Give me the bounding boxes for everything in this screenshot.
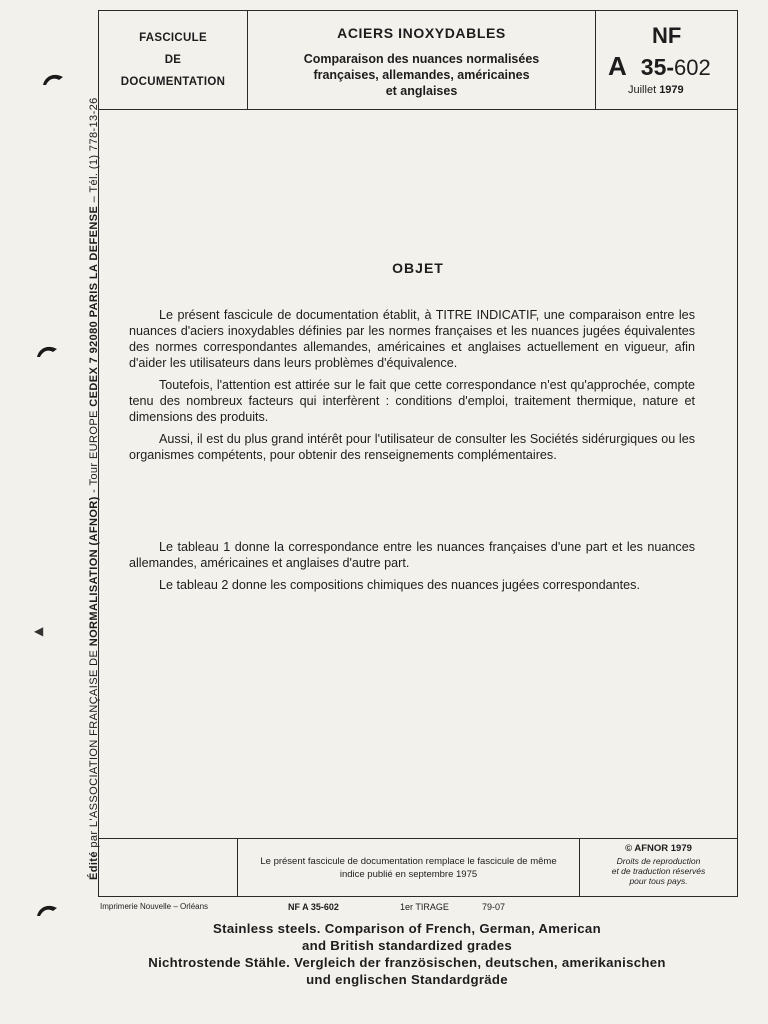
footer-block <box>99 838 737 896</box>
subtitle-line: et anglaises <box>385 84 458 98</box>
paragraph: Le tableau 2 donne les compositions chimiques des nuances jugées correspondantes. <box>159 578 640 592</box>
english-title-line: Stainless steels. Comparison of French, German, American <box>213 921 601 936</box>
document-type-line: FASCICULE <box>139 32 207 44</box>
document-type-line: DE <box>164 54 182 66</box>
subtitle-line: françaises, allemandes, américaines <box>313 68 530 82</box>
publication-date <box>628 84 684 96</box>
side-phone: – Tél. (1) 778-13-26 <box>88 97 100 203</box>
publication-month: Juillet <box>628 84 657 96</box>
document-subtitle <box>248 51 595 99</box>
document-title-block <box>248 11 596 109</box>
paragraph: Aussi, il est du plus grand intérêt pour l'utilisateur de consulter les Sociétés sidérurgiques ou les organismes compétents, pour obtenir des renseignements complémentaires. <box>129 432 695 462</box>
header-block <box>99 11 737 110</box>
replacement-note: Le présent fascicule de documentation remplace le fascicule de même indice publié en septembre 1975 <box>238 839 580 896</box>
section-heading: OBJET <box>392 260 444 276</box>
paragraph: Toutefois, l'attention est attirée sur le fait que cette correspondance n'est qu'approchée, compte tenu des nombreux facteurs qui interfèrent : conditions d'emploi, traitement thermique, nature et dimensions des produits. <box>129 378 695 424</box>
side-edited: Édité <box>88 851 100 880</box>
copyright: © AFNOR 1979 <box>625 843 692 854</box>
side-address: CEDEX 7 92080 PARIS LA DEFENSE <box>88 205 100 407</box>
english-title-line: and British standardized grades <box>301 938 513 953</box>
side-by: par L'ASSOCIATION FRANÇAISE DE <box>88 649 100 848</box>
rights-line: et de traduction réservés <box>611 866 706 876</box>
print-run: 1er TIRAGE <box>400 902 449 912</box>
document-frame <box>98 10 738 897</box>
german-title-line: Nichtrostende Stähle. Vergleich der französischen, deutschen, amerikanischen <box>148 955 666 970</box>
binder-hole-mark <box>36 903 58 917</box>
rights-line: Droits de reproduction <box>616 856 701 866</box>
document-type-line: DOCUMENTATION <box>120 76 226 88</box>
side-afnor: NORMALISATION (AFNOR) <box>88 496 100 647</box>
printer-name: Imprimerie Nouvelle – Orléans <box>100 902 209 911</box>
margin-mark: ◀ <box>34 624 44 638</box>
rights-line: pour tous pays. <box>629 876 688 886</box>
copyright-block <box>580 839 737 896</box>
print-reference: NF A 35-602 <box>288 902 339 912</box>
document-title: ACIERS INOXYDABLES <box>337 25 506 41</box>
tables-description <box>129 539 695 599</box>
paragraph: Le présent fascicule de documentation établit, à TITRE INDICATIF, une comparaison entre les nuances d'aciers inoxydables définies par les normes françaises et les nuances jugées équivalentes des normes correspondantes allemandes, américaines et anglaises actuellement en vigueur, afin d'aider les utilisateurs dans leurs problèmes d'équivalence. <box>129 308 695 370</box>
german-title-line: und englischen Standardgräde <box>306 972 508 987</box>
subtitle-line: Comparaison des nuances normalisées <box>303 52 540 66</box>
standard-number-prefix: 35- <box>640 54 675 80</box>
document-type <box>99 11 248 109</box>
binder-hole-mark <box>42 72 64 86</box>
paragraph: Le tableau 1 donne la correspondance entre les nuances françaises d'une part et les nuances allemandes, américaines et anglaises d'autre part. <box>129 540 695 570</box>
nf-mark: NF <box>652 23 682 48</box>
standard-number-suffix: 602 <box>674 55 711 80</box>
standard-reference-block <box>596 11 737 109</box>
binder-hole-mark <box>36 344 58 358</box>
print-code: 79-07 <box>482 902 506 912</box>
publication-year: 1979 <box>659 84 684 96</box>
side-tour: - Tour EUROPE <box>88 410 100 493</box>
title-translations <box>0 920 768 988</box>
footer-empty-cell <box>99 839 238 896</box>
standard-letter: A <box>608 51 627 81</box>
objective-text <box>129 307 695 469</box>
standard-number <box>608 51 711 82</box>
